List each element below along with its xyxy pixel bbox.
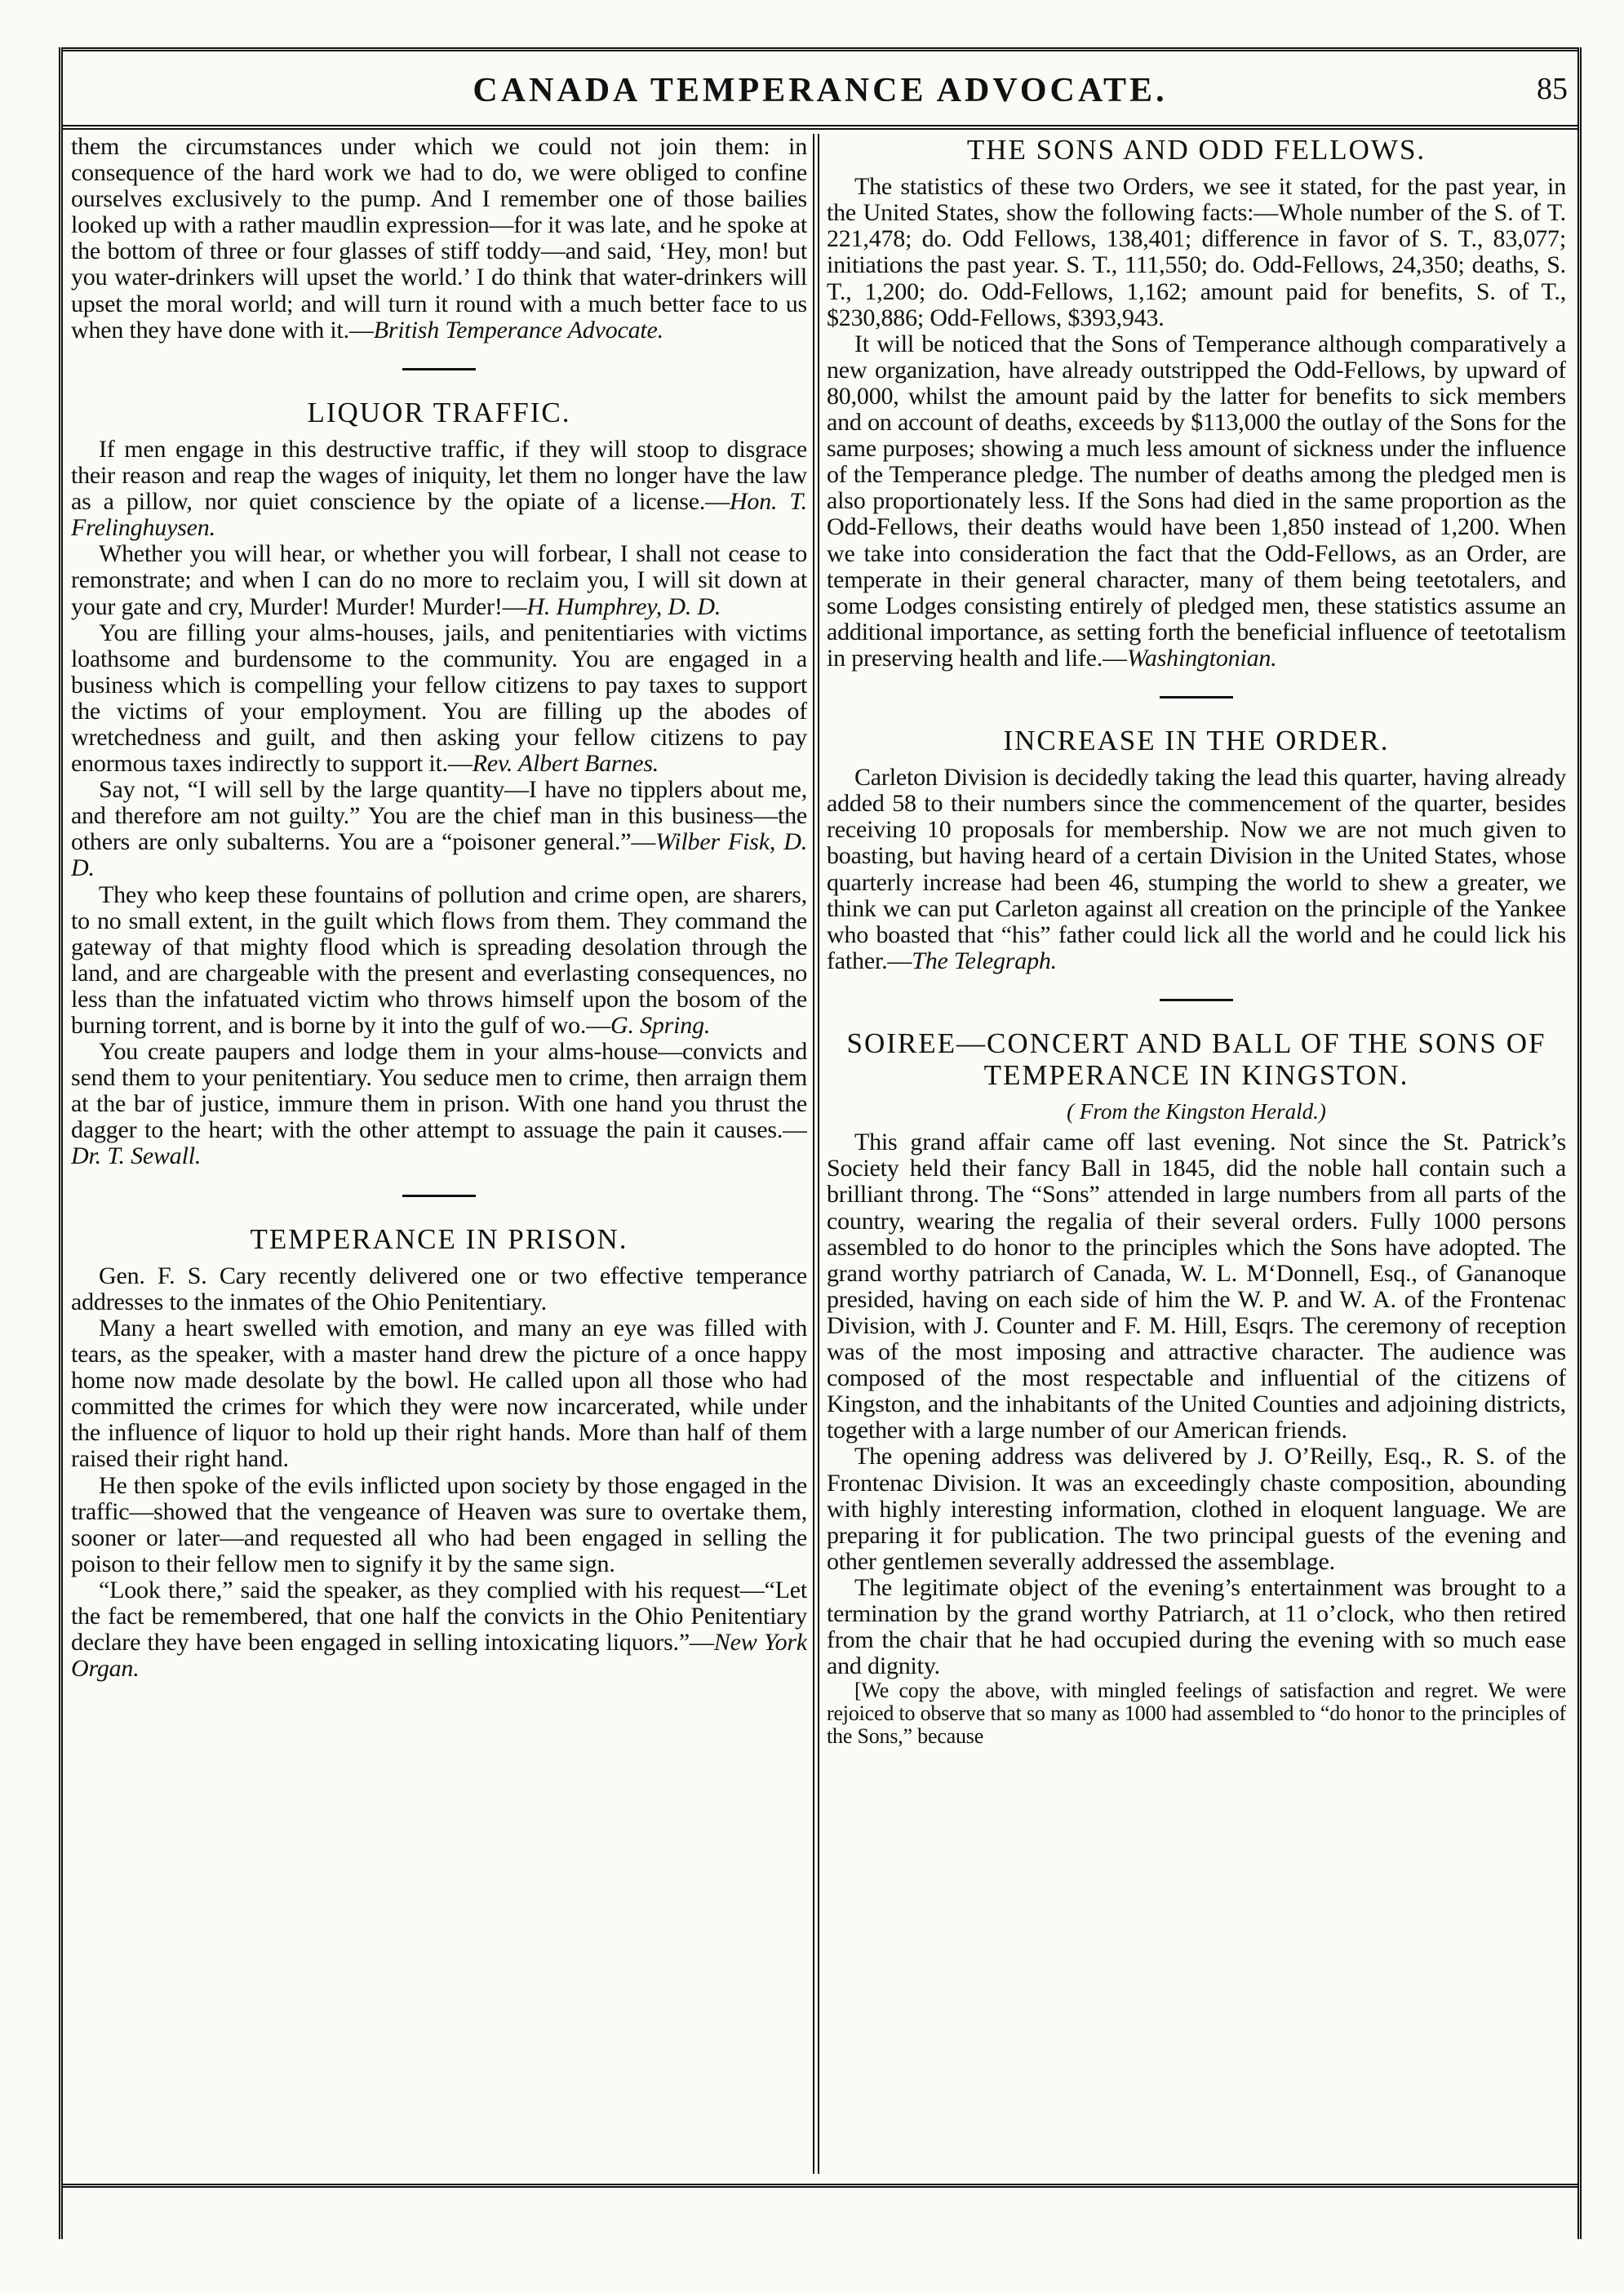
article-heading: SOIREE—CONCERT AND BALL OF THE SONS OF TEMPERANCE IN KINGSTON. [846, 1027, 1546, 1092]
attribution: Dr. T. Sewall. [71, 1142, 202, 1170]
attribution: Wilber Fisk, D. D. [71, 828, 807, 882]
article-paragraph [71, 882, 807, 1040]
attribution: Washingtonian. [1126, 644, 1277, 672]
article-paragraph [827, 174, 1566, 331]
paragraph-text: They who keep these fountains of pollution and crime open, are sharers, to no small extent, in the guilt which flows from them. They command the gateway of that mighty flood which is spreading desolation through the land, and are chargeable with the present and everlasting consequences, no less than the infatuated victim who throws himself upon the bosom of the burning torrent, and is borne by it into the gulf of wo.— [71, 880, 807, 1039]
attribution: New York Organ. [71, 1629, 807, 1683]
section-rule [402, 368, 476, 370]
article-heading: LIQUOR TRAFFIC. [307, 396, 571, 428]
left-column [71, 134, 807, 2174]
paragraph-text: Gen. F. S. Cary recently delivered one or two effective temperance addresses to the inmates of the Ohio Penitentiary. [71, 1262, 807, 1315]
paragraph-text: The opening address was delivered by J. O’Reilly, Esq., R. S. of the Frontenac Division. It was an exceedingly chaste composition, abounding with highly interesting information, clothed in eloquent language. We are preparing it for publication. The two principal guests of the evening and other gentlemen severally addressed the assemblage. [827, 1443, 1566, 1575]
article-paragraph [71, 1315, 807, 1473]
paragraph-text: If men engage in this destructive traffic, if they will stoop to disgrace their reason and reap the wages of iniquity, let them no longer have the law as a pillow, nor quiet conscience by the opiate of a license.— [71, 435, 807, 516]
article-paragraph [827, 1129, 1566, 1444]
attribution: British Temperance Advocate. [373, 316, 663, 344]
masthead-title: CANADA TEMPERANCE ADVOCATE. [473, 72, 1168, 109]
article-paragraph [71, 1577, 807, 1682]
paragraph-text: “Look there,” said the speaker, as they complied with his request—“Let the fact be remembered, that one half the convicts in the Ohio Penitentiary declare they have been engaged in selling intoxicating liquors.”— [71, 1576, 807, 1657]
footer-rule [63, 2184, 1577, 2199]
newspaper-page [59, 47, 1582, 2239]
page-number: 85 [1537, 72, 1568, 106]
paragraph-text: Say not, “I will sell by the large quantity—I have no tipplers about me, and therefore am not guilty.” You are the chief man in this business—the others are only subalterns. You are a “poisoner general.”— [71, 776, 807, 856]
section-rule [1160, 999, 1233, 1001]
paragraph-text: them the circumstances under which we could not join them: in consequence of the hard work we had to do, we were obliged to confine ourselves exclusively to the pump. And I remember one of those bailies looked up with a rather maudlin expression—for it was late, and he spoke at the bottom of three or four glasses of stiff toddy—and said, ‘Hey, mon! but you water-drinkers will upset the world.’ I do think that water-drinkers will upset the moral world; and will turn it round with a much better face to us when they have done with it.— [71, 134, 807, 344]
article-paragraph [71, 1473, 807, 1577]
article-paragraph [71, 1263, 807, 1315]
article-paragraph [71, 437, 807, 541]
attribution: The Telegraph. [912, 947, 1057, 974]
article-paragraph [827, 765, 1566, 974]
paragraph-text: It will be noticed that the Sons of Temperance although comparatively a new organization, have already outstripped the Odd-Fellows, by upward of 80,000, whilst the amount paid by the latter for benefits to sick members and on account of deaths, exceeds by $113,000 the outlay of the Sons for the same purposes; showing a much less amount of sickness under the influence of the Temperance pledge. The number of deaths among the pledged men is also proportionately less. If the Sons had died in the same proportion as the Odd-Fellows, their deaths would have been 1,850 instead of 1,200. When we take into consideration the fact that the Odd-Fellows, as an Order, are temperate in their general character, many of them being teetotalers, and some Lodges consisting entirely of pledged men, these statistics assume an additional importance, as setting forth the beneficial influence of teetotalism in preserving health and life.— [827, 330, 1566, 672]
paragraph-text: He then spoke of the evils inflicted upon society by those engaged in the traffic—showed that the vengeance of Heaven was sure to overtake them, sooner or later—and requested all who had been engaged in selling the poison to their fellow men to signify it by the same sign. [71, 1471, 807, 1577]
article-paragraph [827, 1444, 1566, 1574]
paragraph-text: Many a heart swelled with emotion, and many an eye was filled with tears, as the speaker, with a master hand drew the picture of a once happy home now made desolate by the bowl. He called upon all those who had committed the crimes for which they were now incarcerated, while under the influence of liquor to hold up their right hands. More than half of them raised their right hand. [71, 1314, 807, 1473]
column-divider [813, 134, 819, 2174]
attribution: Hon. T. Frelinghuysen. [71, 488, 807, 542]
paragraph-text: The statistics of these two Orders, we see it stated, for the past year, in the United States, show the following facts:—Whole number of the S. of T. 221,478; do. Odd Fellows, 138,401; difference in favor of S. T., 83,077; initiations the past year. S. T., 111,550; do. Odd-Fellows, 24,350; deaths, S. T., 1,200; do. Odd-Fellows, 1,162; amount paid for benefits, S. of T., $230,886; Odd-Fellows, $393,943. [827, 173, 1566, 331]
section-rule [402, 1195, 476, 1197]
article-paragraph [71, 620, 807, 778]
paragraph-text: [We copy the above, with mingled feelings of satisfaction and regret. We were rejoiced to observe that so many as 1000 had assembled to “do honor to the principles of the Sons,” because [827, 1679, 1566, 1748]
article-paragraph [71, 1039, 807, 1169]
right-column [827, 134, 1566, 2174]
article-heading: INCREASE IN THE ORDER. [1003, 724, 1390, 756]
article-heading: THE SONS AND ODD FELLOWS. [966, 134, 1427, 166]
paragraph-text: The legitimate object of the evening’s entertainment was brought to a termination by the grand worthy Patriarch, at 11 o’clock, who then retired from the chair that he had occupied during the evening with so much ease and dignity. [827, 1573, 1566, 1680]
paragraph-text: You are filling your alms-houses, jails, and penitentiaries with victims loathsome and burdensome to the community. You are engaged in a business which is compelling your fellow citizens to pay taxes to support the victims of your employment. You are filling up the abodes of wretchedness and guilt, and then asking your fellow citizens to pay enormous taxes indirectly to support it.— [71, 619, 807, 778]
attribution: Rev. Albert Barnes. [472, 750, 659, 778]
paragraph-text: Carleton Division is decidedly taking the lead this quarter, having already added 58 to their numbers since the commencement of the quarter, besides receiving 10 proposals for membership. Now we are not much given to boasting, but having heard of a certain Division in the United States, whose quarterly increase had been 46, stumping the world to shew a greater, we think we can put Carleton against all creation on the principle of the Yankee who boasted that “his” father could lick all the world and he could lick his father.— [827, 764, 1566, 974]
attribution: H. Humphrey, D. D. [526, 592, 721, 620]
paragraph-text: You create paupers and lodge them in your alms-house—convicts and send them to your penitentiary. You seduce men to crime, then arraign them at the bar of justice, immure them in prison. With one hand you thrust the dagger to the heart; with the other attempt to assuage the pain it causes.— [71, 1038, 807, 1144]
article-heading: TEMPERANCE IN PRISON. [250, 1222, 628, 1255]
paragraph-text: Whether you will hear, or whether you will forbear, I shall not cease to remonstrate; and when I can do no more to reclaim you, I will sit down at your gate and cry, Murder! Murder! Murder!— [71, 540, 807, 620]
masthead [63, 47, 1577, 130]
article-source: ( From the Kingston Herald.) [1067, 1099, 1326, 1124]
article-paragraph [71, 541, 807, 619]
article-paragraph [827, 1679, 1566, 1747]
article-paragraph [71, 134, 807, 344]
article-paragraph [827, 1575, 1566, 1679]
article-paragraph [827, 331, 1566, 672]
section-rule [1160, 696, 1233, 699]
attribution: G. Spring. [610, 1012, 711, 1039]
paragraph-text: This grand affair came off last evening. Not since the St. Patrick’s Society held their fancy Ball in 1845, did the noble hall contain such a brilliant throng. The “Sons” attended in large numbers from all parts of the country, wearing the regalia of their several orders. Fully 1000 persons assembled to do honor to the principles which the Sons have adopted. The grand worthy patriarch of Canada, W. L. M‘Donnell, Esq., of Gananoque presided, having on each side of him the W. P. and W. A. of the Frontenac Division, with J. Counter and F. M. Hill, Esqrs. The ceremony of reception was of the most imposing and attractive character. The audience was composed of the most respectable and influential of the citizens of Kingston, and the inhabitants of the United Counties and adjoining districts, together with a large number of our American friends. [827, 1129, 1566, 1444]
article-paragraph [71, 777, 807, 881]
